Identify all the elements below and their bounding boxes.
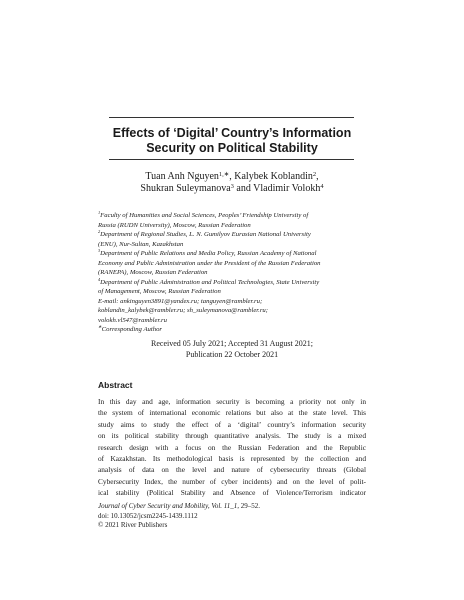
corresponding-mark: ∗: [98, 324, 102, 329]
email-line: [98, 316, 370, 326]
affiliation-text: Department of Public Relations and Media Policy, Russian Academy of National: [100, 250, 317, 257]
author-affil-mark: 1,∗: [218, 171, 230, 178]
affiliation-text: Department of Public Administration and Political Technologies, State University: [100, 278, 320, 286]
abstract-line: study aims to study the effect of a ‘digital’ country’s information security: [98, 419, 366, 429]
author-line-2: [96, 183, 368, 195]
affiliation-text: of Management, Moscow, Russian Federation: [98, 288, 221, 295]
abstract-line: of Kazakhstan. Its methodological basis is represented by the collection and: [98, 454, 366, 464]
abstract-line: research design with a focus on the Russian Federation and the Republic: [98, 442, 366, 452]
affiliation-text: Russia (RUDN University), Moscow, Russian Federation: [98, 221, 251, 229]
abstract-body: [98, 396, 366, 499]
title-line-2: Security on Political Stability: [146, 141, 318, 155]
affiliation-line: [98, 259, 370, 269]
email-line: [98, 306, 370, 316]
author-name: and Vladimir Volokh: [233, 183, 321, 194]
abstract-line: on its political stability through quantitative analysis. The study is a mixed: [98, 431, 366, 441]
abstract-heading: Abstract: [98, 380, 133, 390]
author-separator: ,: [316, 171, 319, 182]
affiliation-line: [98, 230, 370, 240]
author-affil-mark: 4: [320, 183, 324, 190]
author-list: [96, 171, 368, 195]
corresponding-author-line: [98, 325, 370, 335]
dates-line-2: Publication 22 October 2021: [185, 350, 279, 359]
affiliations: [98, 211, 370, 335]
abstract-line: the system of international economic relations but also at the state level. This: [98, 408, 366, 418]
affiliation-line: [98, 278, 370, 288]
journal-pages: 29–52.: [239, 502, 261, 510]
affiliation-text: Economy and Public Administration under the President of the Russian Federation: [98, 259, 321, 267]
journal-citation: [98, 502, 366, 512]
email-text: volokh.vl547@rambler.ru: [98, 316, 167, 324]
dates-line-1: Received 05 July 2021; Accepted 31 August 2021;: [151, 339, 313, 348]
publication-dates: [98, 338, 366, 360]
affiliation-line: [98, 240, 370, 250]
author-line-1: [96, 171, 368, 183]
title-line-1: Effects of ‘Digital’ Country’s Information: [112, 126, 352, 140]
author-affil-mark: 2: [312, 171, 317, 178]
affiliation-text: Department of Regional Studies, L. N. Gumilyov Eurasian National University: [100, 231, 311, 238]
journal-doi: doi: 10.13052/jcsm2245-1439.1112: [98, 511, 198, 520]
affiliation-text: Faculty of Humanities and Social Sciences, Peoples’ Friendship University of: [100, 212, 309, 219]
title-bottom-rule: [109, 159, 354, 160]
email-text: E-mail: ankinguyen3891@yandex.ru; tanguyen@rambler.ru;: [98, 297, 263, 305]
affiliation-line: [98, 268, 370, 278]
author-name: , Kalybek Koblandin: [229, 171, 313, 182]
abstract-line: Cybersecurity Index, the number of cyber incidents) and on the level of polit-: [98, 476, 366, 486]
journal-copyright: © 2021 River Publishers: [98, 521, 168, 529]
affiliation-mark: 4: [98, 276, 101, 282]
journal-info: [98, 502, 366, 531]
abstract-line: In this day and age, information security is becoming a priority not only in: [98, 397, 366, 406]
email-line: [98, 297, 370, 307]
title-top-rule: [109, 117, 354, 118]
author-name: Shukran Suleymanova: [140, 183, 231, 194]
email-text: koblandin_kalybek@rambler.ru; sh_suleymanova@rambler.ru;: [98, 307, 268, 314]
affiliation-mark: 3: [98, 248, 101, 253]
corresponding-author-text: Corresponding Author: [101, 326, 163, 333]
affiliation-text: (ENU), Nur-Sultan, Kazakhstan: [98, 240, 184, 248]
affiliation-line: [98, 287, 370, 297]
author-affil-mark: 3: [230, 183, 234, 190]
affiliation-line: [98, 221, 370, 231]
abstract-line: analysis of data on the level and nature of cybersecurity threats (Global: [98, 465, 366, 475]
abstract-line: ical stability (Political Stability and Absence of Violence/Terrorism indicator: [98, 488, 366, 498]
affiliation-line: [98, 211, 370, 221]
author-name: Tuan Anh Nguyen: [145, 171, 219, 182]
affiliation-mark: 1: [98, 210, 101, 215]
paper-title: [96, 126, 368, 156]
affiliation-mark: 2: [98, 229, 101, 234]
affiliation-text: (RANEPA), Moscow, Russian Federation: [98, 269, 208, 276]
journal-name: Journal of Cyber Security and Mobility, Vol. 11_1,: [98, 502, 240, 510]
affiliation-line: [98, 249, 370, 259]
